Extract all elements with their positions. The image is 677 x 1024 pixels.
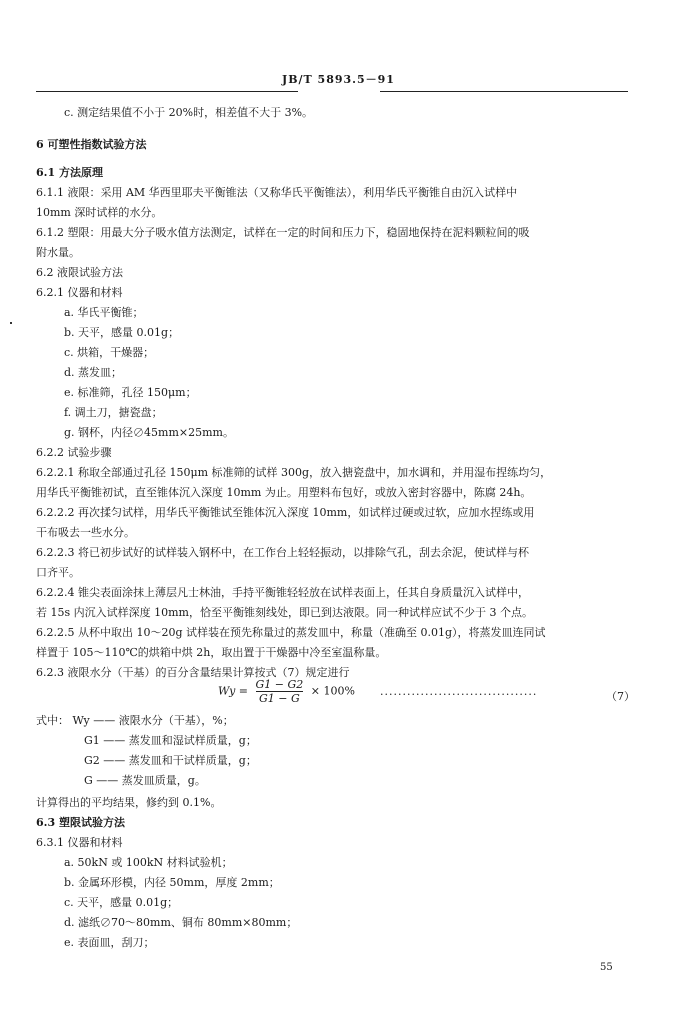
equation-number: （7） xyxy=(606,690,635,703)
text-line: a. 华氏平衡锥； xyxy=(64,306,144,319)
formula-numerator: G1 − G2 xyxy=(255,678,304,691)
text-line: e. 表面皿，刮刀； xyxy=(64,936,155,949)
text-line: 6.2.2.5 从杯中取出 10～20g 试样装在预先称量过的蒸发皿中，称量（准确至 0.01g），将蒸发皿连同试 xyxy=(36,626,546,639)
text-line: 样置于 105～110℃的烘箱中烘 2h，取出置于干燥器中冷至室温称量。 xyxy=(36,646,387,659)
text-line: 用华氏平衡锥初试，直至锥体沉入深度 10mm 为止。用塑料布包好，或放入密封容器中，陈腐 24h。 xyxy=(36,486,532,499)
formula-7 xyxy=(218,678,355,705)
text-line: 6.2 液限试验方法 xyxy=(36,266,123,279)
text-line: c. 烘箱，干燥器； xyxy=(64,346,155,359)
text-line: 6.2.1 仪器和材料 xyxy=(36,286,123,299)
text-line: 10mm 深时试样的水分。 xyxy=(36,206,163,219)
text-line: f. 调土刀，搪瓷盘； xyxy=(64,406,163,419)
running-header: JB/T 5893.5－91 xyxy=(282,73,395,86)
text-line: b. 天平，感量 0.01g； xyxy=(64,326,180,339)
text-line: 6 可塑性指数试验方法 xyxy=(36,138,147,151)
text-line: G —— 蒸发皿质量，g。 xyxy=(84,774,206,787)
text-line: 干布吸去一些水分。 xyxy=(36,526,135,539)
text-line: 6.1.2 塑限：用最大分子吸水值方法测定，试样在一定的时间和压力下，稳固地保持在泥料颗粒间的吸 xyxy=(36,226,530,239)
text-line: 附水量。 xyxy=(36,246,80,259)
text-line: 6.1.1 液限：采用 AM 华西里耶夫平衡锥法（又称华氏平衡锥法），利用华氏平衡锥自由沉入试样中 xyxy=(36,186,518,199)
text-line: G2 —— 蒸发皿和干试样质量，g； xyxy=(84,754,257,767)
text-line: 6.1 方法原理 xyxy=(36,166,103,179)
text-line: e. 标准筛，孔径 150μm； xyxy=(64,386,197,399)
header-rule-right xyxy=(380,91,628,92)
formula-leader-dots: ··································· xyxy=(380,688,538,701)
text-line: 6.3.1 仪器和材料 xyxy=(36,836,123,849)
text-line: 6.2.2.2 再次揉匀试样，用华氏平衡锥试至锥体沉入深度 10mm，如试样过硬或过软，应加水捏练或用 xyxy=(36,506,535,519)
text-line: 6.2.2.1 称取全部通过孔径 150μm 标准筛的试样 300g，放入搪瓷盘中，加水调和，并用湿布捏练均匀， xyxy=(36,466,552,479)
page-number: 55 xyxy=(600,962,613,973)
text-line: 6.2.2.3 将已初步试好的试样装入钢杯中，在工作台上轻轻振动，以排除气孔，刮去余泥，使试样与杯 xyxy=(36,546,529,559)
text-line: 式中： Wy —— 液限水分（干基），%； xyxy=(36,714,234,727)
formula-lhs: Wy = xyxy=(218,684,248,698)
text-line: 计算得出的平均结果，修约到 0.1%。 xyxy=(36,796,222,809)
text-line: c. 天平，感量 0.01g； xyxy=(64,896,179,909)
text-line: 6.2.3 液限水分（干基）的百分含量结果计算按式（7）规定进行 xyxy=(36,666,350,679)
text-line: c. 测定结果值不小于 20%时，相差值不大于 3%。 xyxy=(64,106,314,119)
formula-rhs: × 100% xyxy=(310,684,355,698)
text-line: 6.2.2 试验步骤 xyxy=(36,446,112,459)
formula-denominator: G1 − G xyxy=(256,691,304,705)
text-line: b. 金属环形模，内径 50mm，厚度 2mm； xyxy=(64,876,280,889)
formula-fraction xyxy=(256,678,304,705)
scan-speck xyxy=(10,322,12,324)
text-line: d. 滤纸∅70～80mm、铜布 80mm×80mm； xyxy=(64,916,298,929)
text-line: 6.2.2.4 锥尖表面涂抹上薄层凡士林油，手持平衡锥轻轻放在试样表面上，任其自身质量沉入试样中， xyxy=(36,586,529,599)
text-line: d. 蒸发皿； xyxy=(64,366,123,379)
text-line: 若 15s 内沉入试样深度 10mm，恰至平衡锥刻线处，即已到达液限。同一种试样应试不少于 3 个点。 xyxy=(36,606,533,619)
header-rule-left xyxy=(36,91,298,92)
text-line: 口齐平。 xyxy=(36,566,80,579)
text-line: 6.3 塑限试验方法 xyxy=(36,816,125,829)
text-line: G1 —— 蒸发皿和湿试样质量，g； xyxy=(84,734,257,747)
text-line: g. 钢杯，内径∅45mm×25mm。 xyxy=(64,426,234,439)
text-line: a. 50kN 或 100kN 材料试验机； xyxy=(64,856,233,869)
